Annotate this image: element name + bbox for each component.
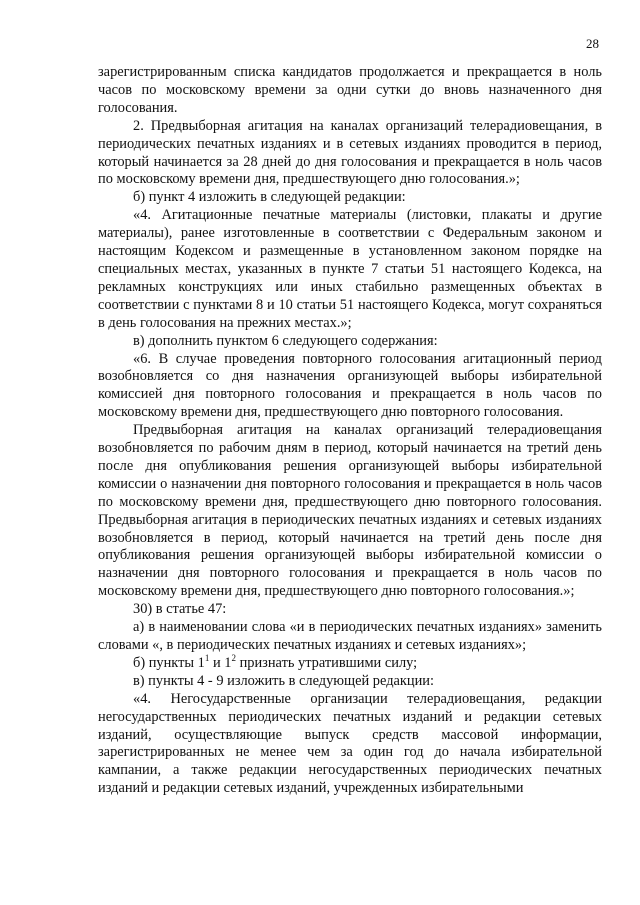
paragraph-text: б) пункты 1 [133,654,205,671]
paragraph: в) пункты 4 - 9 изложить в следующей редакции: [133,672,435,689]
paragraph-text: и 1 [209,654,232,671]
page-number: 28 [586,36,599,51]
paragraph: в) дополнить пунктом 6 следующего содержания: [133,332,438,349]
paragraph: «4. Негосударственные организации телерадиовещания, редакции негосударственных периодических печатных изданий и редакции сетевых изданий, осуществляющие выпуск средств массовой информации, зарегистрированных не менее чем за один год до начала избирательной кампании, а также редакции негосударственных периодических печатных изданий и редакции сетевых изданий, учрежденных избирательными [98,690,602,797]
paragraph: «4. Агитационные печатные материалы (листовки, плакаты и другие материалы), ранее изготовленные в соответствии с Федеральным законом и настоящим Кодексом и размещенные в установленном законом порядке на специальных местах, указанных в пункте 7 статьи 51 настоящего Кодекса, на рекламных конструкциях или иных стабильно размещенных объектах в соответствии с пунктами 8 и 10 статьи 51 настоящего Кодекса, могут сохраняться в день голосования на прежних местах.»; [98,207,602,331]
paragraph: зарегистрированным списка кандидатов продолжается и прекращается в ноль часов по московскому времени за одни сутки до вновь назначенного дня голосования. [98,64,602,116]
paragraph-with-superscripts [98,655,602,673]
paragraph: б) пункт 4 изложить в следующей редакции: [133,189,406,206]
paragraph: «6. В случае проведения повторного голосования агитационный период возобновляется со дня назначения организующей выборы избирательной комиссией дня повторного голосования и прекращается в ноль часов по московскому времени дня, предшествующего дню повторного голосования. [98,350,602,421]
document-body [98,64,602,798]
paragraph: Предвыборная агитация на каналах организаций телерадиовещания возобновляется по рабочим дням в период, который начинается на третий день после дня опубликования решения организующей выборы избирательной комиссии о назначении дня повторного голосования и прекращается в ноль часов по московскому времени дня, предшествующего дню повторного голосования. Предвыборная агитация в периодических печатных изданиях и сетевых изданиях возобновляется в период, который начинается на третий день после дня опубликования решения организующей выборы избирательной комиссии о назначении дня повторного голосования и прекращается в ноль часов по московскому времени дня, предшествующего дню повторного голосования.»; [98,422,602,600]
paragraph: 2. Предвыборная агитация на каналах организаций телерадиовещания, в периодических печатных изданиях и в сетевых изданиях проводится в период, который начинается за 28 дней до дня голосования и прекращается в ноль часов по московскому времени дня, предшествующего дню голосования.»; [98,117,602,188]
superscript: 2 [231,653,236,664]
superscript: 1 [204,653,210,664]
paragraph-text: признать утратившими силу; [235,654,418,671]
paragraph: 30) в статье 47: [133,601,227,618]
paragraph: а) в наименовании слова «и в периодических печатных изданиях» заменить словами «, в периодических печатных изданиях и сетевых изданиях»; [98,619,602,653]
